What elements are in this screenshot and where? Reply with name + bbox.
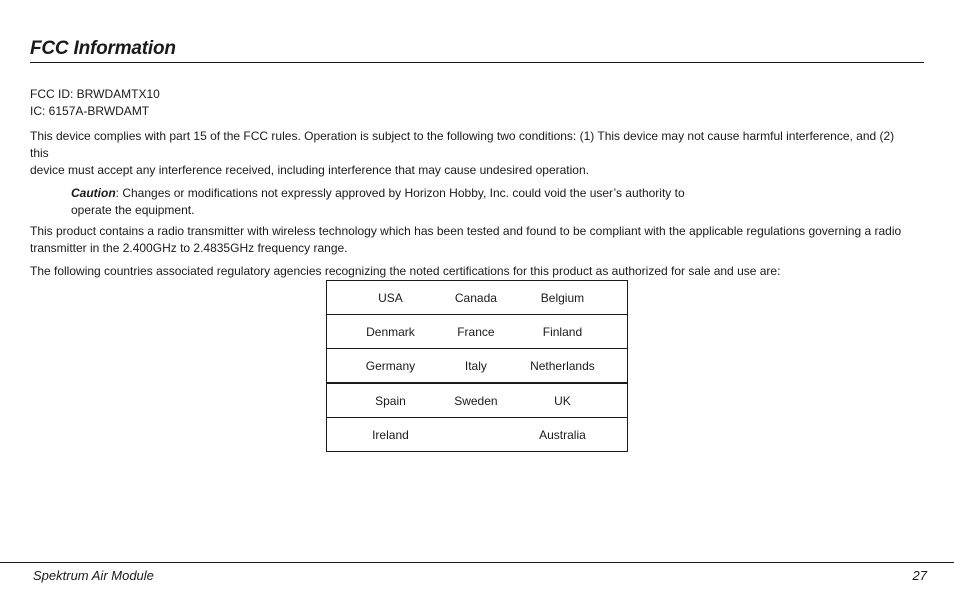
country-cell: Australia <box>498 418 628 452</box>
caution-line: operate the equipment. <box>71 203 195 217</box>
country-cell: Italy <box>454 349 498 384</box>
transmitter-line: This product contains a radio transmitter with wireless technology which has been tested and found to be compliant with the applicable regulations governing a radio <box>30 224 902 238</box>
country-cell: Sweden <box>454 383 498 418</box>
section-title: FCC Information <box>30 38 176 59</box>
transmitter-line: transmitter in the 2.400GHz to 2.4835GHz frequency range. <box>30 241 348 255</box>
compliance-line: device must accept any interference received, including interference that may cause undesired operation. <box>30 163 589 177</box>
compliance-paragraph <box>30 128 915 179</box>
fcc-id: FCC ID: BRWDAMTX10 <box>30 87 160 101</box>
caution-text: : Changes or modifications not expressly approved by Horizon Hobby, Inc. could void the user’s authority to <box>115 186 685 200</box>
countries-intro: The following countries associated regulatory agencies recognizing the noted certifications for this product as authorized for sale and use are: <box>30 264 781 278</box>
footer-product: Spektrum Air Module <box>33 568 154 583</box>
caution-note <box>71 185 691 219</box>
ic-id: IC: 6157A-BRWDAMT <box>30 104 150 118</box>
country-cell: Germany <box>327 349 454 384</box>
transmitter-paragraph <box>30 223 915 257</box>
country-cell: Canada <box>454 281 498 315</box>
country-cell: USA <box>327 281 454 315</box>
fcc-body <box>30 86 915 286</box>
table-row <box>327 281 628 315</box>
country-cell: Spain <box>327 383 454 418</box>
table-row <box>327 418 628 452</box>
footer-divider <box>0 562 954 563</box>
country-cell: France <box>454 315 498 349</box>
caution-line <box>71 185 691 202</box>
caution-label: Caution <box>71 186 116 200</box>
country-cell: Finland <box>498 315 628 349</box>
country-cell: Belgium <box>498 281 628 315</box>
title-divider <box>30 62 924 63</box>
table-row <box>327 349 628 384</box>
page-number: 27 <box>912 568 927 583</box>
countries-table <box>326 280 628 452</box>
country-cell: UK <box>498 383 628 418</box>
id-block <box>30 86 915 120</box>
table-row <box>327 383 628 418</box>
country-cell <box>454 418 498 452</box>
country-cell: Ireland <box>327 418 454 452</box>
compliance-line: This device complies with part 15 of the FCC rules. Operation is subject to the following two conditions: (1) This device may not cause harmful interference, and (2) this <box>30 129 895 160</box>
country-cell: Netherlands <box>498 349 628 384</box>
table-row <box>327 315 628 349</box>
country-cell: Denmark <box>327 315 454 349</box>
